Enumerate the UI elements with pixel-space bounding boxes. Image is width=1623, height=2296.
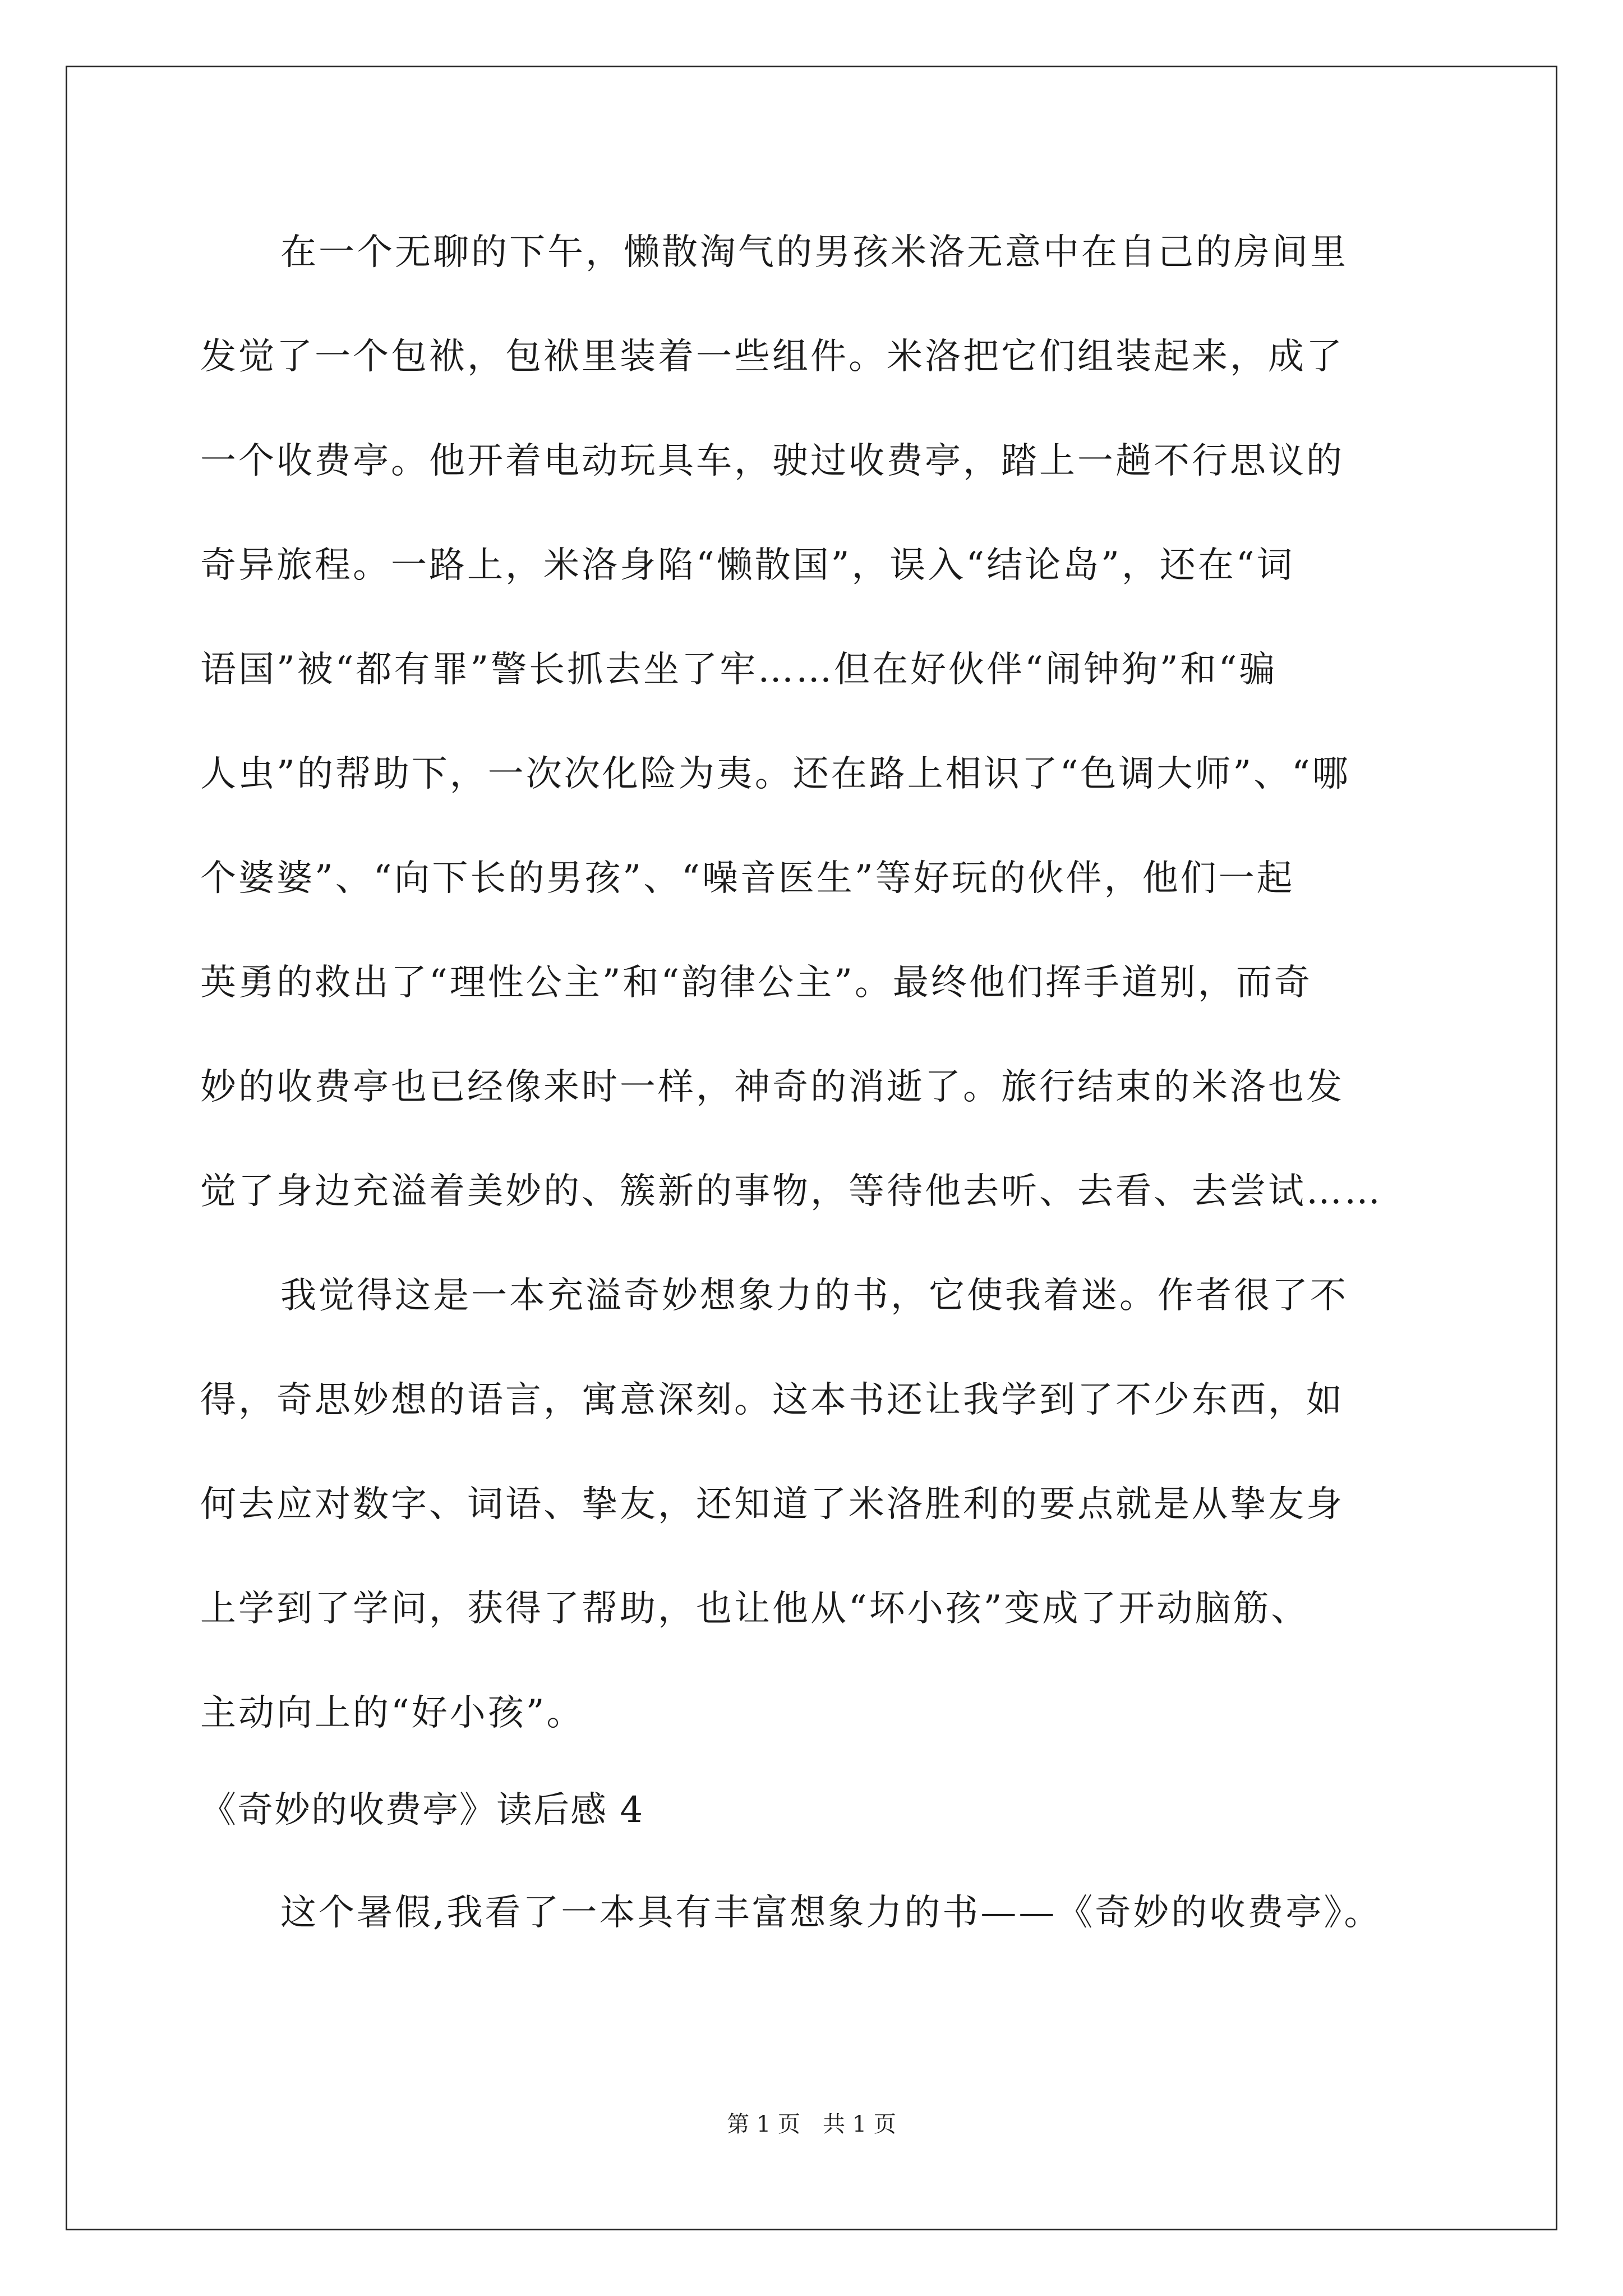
paragraph-line: 英勇的救出了“理性公主”和“韵律公主”。最终他们挥手道别，而奇 [200,962,1312,1004]
paragraph-line: 妙的收费亭也已经像来时一样，神奇的消逝了。旅行结束的米洛也发 [200,1066,1344,1108]
paragraph-line: 在一个无聊的下午，懒散淘气的男孩米洛无意中在自己的房间里 [280,232,1348,273]
paragraph-line: 我觉得这是一本充溢奇妙想象力的书，它使我着迷。作者很了不 [280,1275,1348,1317]
paragraph-line: 语国”被“都有罪”警长抓去坐了牢……但在好伙伴“闹钟狗”和“骗 [200,649,1278,691]
paragraph-line: 个婆婆”、“向下长的男孩”、“噪音医生”等好玩的伙伴，他们一起 [200,858,1295,899]
paragraph-line: 何去应对数字、词语、挚友，还知道了米洛胜利的要点就是从挚友身 [200,1484,1344,1525]
paragraph-line: 觉了身边充溢着美妙的、簇新的事物，等待他去听、去看、去尝试…… [200,1171,1382,1212]
paragraph-line: 上学到了学问，获得了帮助，也让他从“坏小孩”变成了开动脑筋、 [200,1588,1310,1630]
paragraph-line: 主动向上的“好小孩”。 [200,1692,585,1734]
page-number-footer: 第 1 页 共 1 页 [727,2111,896,2137]
paragraph-line: 得，奇思妙想的语言，寓意深刻。这本书还让我学到了不少东西，如 [200,1379,1344,1421]
section-heading: 《奇妙的收费亭》读后感 4 [200,1789,644,1831]
paragraph-line: 一个收费亭。他开着电动玩具车，驶过收费亭，踏上一趟不行思议的 [200,440,1344,482]
paragraph-line: 发觉了一个包袱，包袱里装着一些组件。米洛把它们组装起来，成了 [200,336,1344,378]
paragraph-line: 这个暑假,我看了一本具有丰富想象力的书——《奇妙的收费亭》。 [280,1892,1382,1934]
paragraph-line: 奇异旅程。一路上，米洛身陷“懒散国”，误入“结论岛”，还在“词 [200,545,1295,586]
paragraph-line: 人虫”的帮助下，一次次化险为夷。还在路上相识了“色调大师”、“哪 [200,753,1350,795]
